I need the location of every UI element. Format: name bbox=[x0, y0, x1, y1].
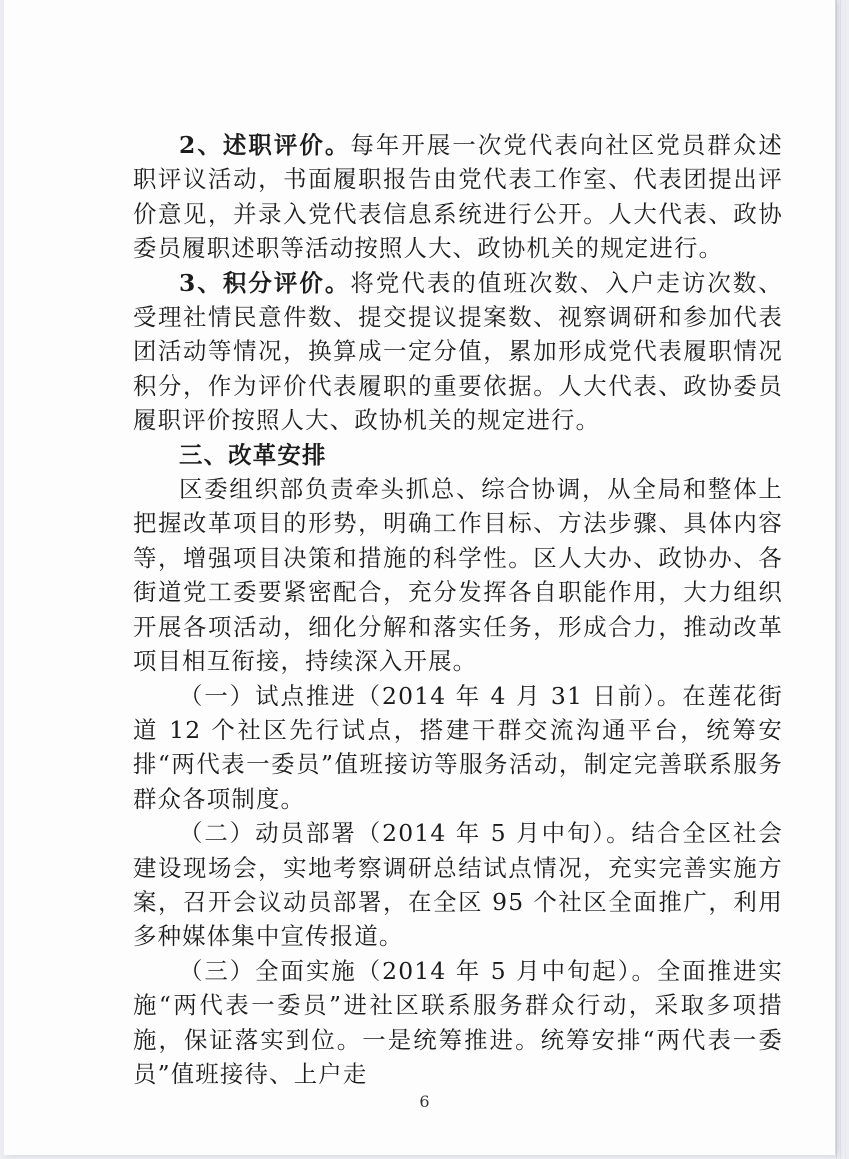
paragraph-lead: 3、积分评价。 bbox=[179, 268, 351, 297]
paragraph-lead: （一）试点推进（2014 年 4 月 31 日前）。 bbox=[179, 681, 683, 710]
paragraph-text: 全面推进实施“两代表一委员”进社区联系服务群众行动，采取多项措施，保证落实到位。一是统筹推进。统筹安排“两代表一委员”值班接待、上户走 bbox=[133, 956, 783, 1088]
page-edge-shadow bbox=[845, 0, 846, 1159]
paragraph-duty-report bbox=[133, 128, 783, 266]
page-number: 6 bbox=[419, 1092, 430, 1111]
paragraph-lead: （三）全面实施（2014 年 5 月中旬起）。 bbox=[179, 956, 657, 985]
paragraph-text: 结合全区社会建设现场会，实地考察调研总结试点情况，充实完善实施方案，召开会议动员部署，在全区 95 个社区全面推广，利用多种媒体集中宣传报道。 bbox=[133, 819, 784, 951]
paragraph-mobilization bbox=[133, 816, 783, 954]
paragraph-text: 每年开展一次党代表向社区党员群众述职评议活动，书面履职报告由党代表工作室、代表团提出评价意见，并录入党代表信息系统进行公开。人大代表、政协委员履职述职等活动按照人大、政协机关的规定进行。 bbox=[133, 131, 783, 263]
paragraph-lead: （二）动员部署（2014 年 5 月中旬）。 bbox=[179, 819, 632, 848]
paragraph-pilot bbox=[133, 679, 783, 817]
page-edge-shadow bbox=[836, 0, 837, 1159]
paragraph-implementation bbox=[133, 954, 783, 1092]
paragraph-lead: 2、述职评价。 bbox=[179, 131, 351, 159]
paragraph-text: 区委组织部负责牵头抓总、综合协调，从全局和整体上把握改革项目的形势，明确工作目标、方法步骤、具体内容等，增强项目决策和措施的科学性。区人大办、政协办、各街道党工委要紧密配合，充分发挥各自职能作用，大力组织开展各项活动，细化分解和落实任务，形成合力，推动改革项目相互衔接，持续深入开展。 bbox=[133, 475, 783, 676]
section-heading: 三、改革安排 bbox=[179, 440, 327, 469]
document-body bbox=[133, 128, 783, 1091]
paragraph-text: 在莲花街道 12 个社区先行试点，搭建干群交流沟通平台，统筹安排“两代表一委员”值班接访等服务活动，制定完善联系服务群众各项制度。 bbox=[133, 681, 783, 813]
paragraph-text: 将党代表的值班次数、入户走访次数、受理社情民意件数、提交提议提案数、视察调研和参加代表团活动等情况，换算成一定分值，累加形成党代表履职情况积分，作为评价代表履职的重要依据。人大代表、政协委员履职评价按照人大、政协机关的规定进行。 bbox=[133, 268, 783, 435]
paragraph-reform-arrangement bbox=[133, 472, 783, 678]
paragraph-points-evaluation bbox=[133, 266, 783, 438]
page-edge-shadow bbox=[840, 0, 841, 1159]
